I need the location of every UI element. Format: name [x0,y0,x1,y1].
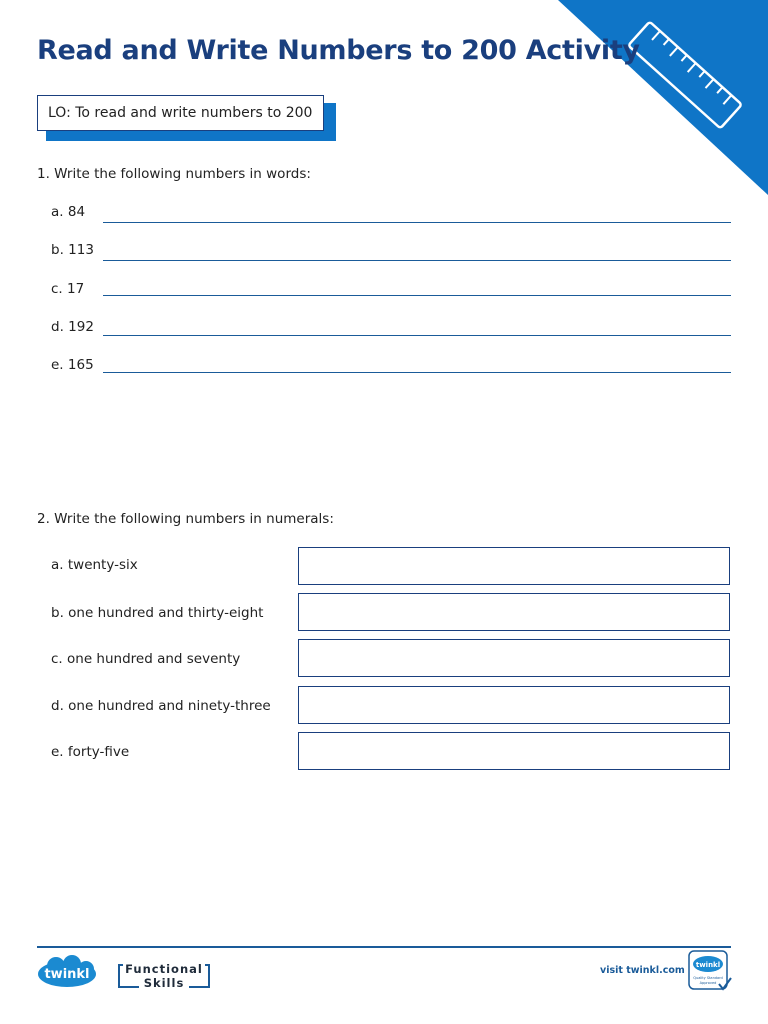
svg-text:Approved: Approved [699,981,717,985]
words-item-a [51,204,731,224]
answer-line[interactable] [103,295,731,296]
words-item-label: e. 165 [51,357,94,373]
answer-line[interactable] [103,260,731,261]
answer-line[interactable] [103,222,731,223]
ruler-corner-graphic [558,0,768,195]
words-item-c [51,281,731,301]
answer-line[interactable] [103,335,731,336]
svg-text:twinkl: twinkl [695,961,721,969]
quality-badge-icon [688,950,732,992]
numerals-item-label: e. forty-five [51,744,130,760]
svg-text:Quality Standard: Quality Standard [693,976,723,980]
numerals-item-label: b. one hundred and thirty-eight [51,605,264,621]
words-item-label: d. 192 [51,319,94,335]
answer-line[interactable] [103,372,731,373]
page-title: Read and Write Numbers to 200 Activity [37,35,640,66]
brand-line-2: Skills [143,976,185,990]
twinkl-logo [36,955,98,991]
question-1-heading: 1. Write the following numbers in words: [37,166,311,182]
learning-objective: LO: To read and write numbers to 200 [37,95,324,131]
brand-name [117,962,211,990]
numerals-item-label: a. twenty-six [51,557,138,573]
visit-link[interactable]: visit twinkl.com [600,965,685,976]
footer-divider [37,946,731,948]
words-item-label: b. 113 [51,242,94,258]
words-item-d [51,319,731,339]
functional-skills-brand [117,962,211,990]
brand-line-1: Functional [125,962,203,976]
svg-text:twinkl: twinkl [44,967,90,982]
words-item-e [51,357,731,377]
numerals-answer-box-a[interactable] [298,547,730,585]
numerals-answer-box-b[interactable] [298,593,730,631]
numerals-item-label: c. one hundred and seventy [51,651,241,667]
numerals-item-label: d. one hundred and ninety-three [51,698,271,714]
numerals-answer-box-c[interactable] [298,639,730,677]
numerals-answer-box-d[interactable] [298,686,730,724]
words-item-label: a. 84 [51,204,86,220]
numerals-answer-box-e[interactable] [298,732,730,770]
words-item-b [51,242,731,262]
question-2-heading: 2. Write the following numbers in numerals: [37,511,334,527]
words-item-label: c. 17 [51,281,85,297]
